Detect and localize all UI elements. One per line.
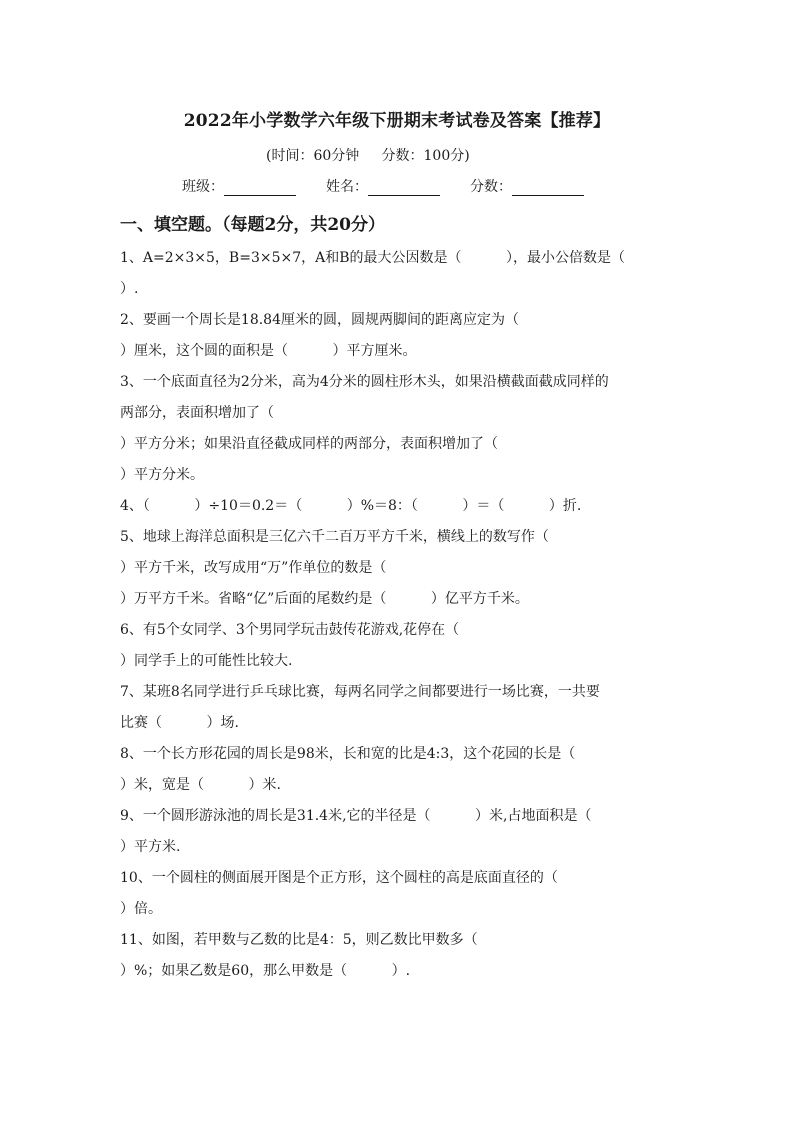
exam-meta: (时间：60分钟 分数：100分) xyxy=(266,148,470,164)
question-line: 8、一个长方形花园的周长是98米，长和宽的比是4:3，这个花园的长是（ xyxy=(120,746,576,762)
class-label: 班级： xyxy=(182,179,224,195)
question-line: ）倍。 xyxy=(120,901,162,917)
page-title: 2022年小学数学六年级下册期末考试卷及答案【推荐】 xyxy=(183,111,611,131)
student-info-fields xyxy=(182,176,622,196)
name-blank[interactable] xyxy=(368,181,440,196)
score-field[interactable] xyxy=(470,176,614,196)
question-line: ）平方千米，改写成用“万”作单位的数是（ xyxy=(120,560,387,576)
question-line: 3、一个底面直径为2分米，高为4分米的圆柱形木头，如果沿横截面截成同样的 xyxy=(120,374,609,390)
question-line: ）厘米，这个圆的面积是（ ）平方厘米。 xyxy=(120,343,417,359)
question-line: ）同学手上的可能性比较大. xyxy=(120,653,293,669)
question-line: ）%；如果乙数是60，那么甲数是（ ）. xyxy=(120,963,411,979)
question-list xyxy=(120,246,680,990)
name-field[interactable] xyxy=(326,176,470,196)
question-line: ）平方米. xyxy=(120,839,181,855)
score-blank[interactable] xyxy=(512,181,584,196)
question-line: ）. xyxy=(120,281,139,297)
question-line: 10、一个圆柱的侧面展开图是个正方形，这个圆柱的高是底面直径的（ xyxy=(120,870,558,886)
question-line: ）米，宽是（ ）米. xyxy=(120,777,281,793)
question-line: 1、A=2×3×5，B=3×5×7，A和B的最大公因数是（ ），最小公倍数是（ xyxy=(120,250,626,266)
question-line: 两部分，表面积增加了（ xyxy=(120,405,274,421)
question-line: 9、一个圆形游泳池的周长是31.4米,它的半径是（ ）米,占地面积是（ xyxy=(120,808,592,824)
question-line: 6、有5个女同学、3个男同学玩击鼓传花游戏,花停在（ xyxy=(120,622,460,638)
question-line: 2、要画一个周长是18.84厘米的圆，圆规两脚间的距离应定为（ xyxy=(120,312,519,328)
question-line: 比赛（ ）场. xyxy=(120,715,239,731)
name-label: 姓名： xyxy=(326,179,368,195)
question-line: 5、地球上海洋总面积是三亿六千二百万平方千米，横线上的数写作（ xyxy=(120,529,549,545)
section-title-fill-blank: 一、填空题。（每题2分，共20分） xyxy=(120,215,385,235)
question-line: ）平方分米；如果沿直径截成同样的两部分，表面积增加了（ xyxy=(120,436,498,452)
question-line: ）平方分米。 xyxy=(120,467,204,483)
question-line: ）万平方千米。省略“亿”后面的尾数约是（ ）亿平方千米。 xyxy=(120,591,529,607)
score-label: 分数： xyxy=(470,179,512,195)
class-field[interactable] xyxy=(182,176,326,196)
question-line: 11、如图，若甲数与乙数的比是4：5，则乙数比甲数多（ xyxy=(120,932,478,948)
question-line: 4、（ ）÷10＝0.2＝（ ）%＝8：（ ）＝（ ）折. xyxy=(120,498,582,514)
question-line: 7、某班8名同学进行乒乓球比赛，每两名同学之间都要进行一场比赛，一共要 xyxy=(120,684,600,700)
class-blank[interactable] xyxy=(224,181,296,196)
